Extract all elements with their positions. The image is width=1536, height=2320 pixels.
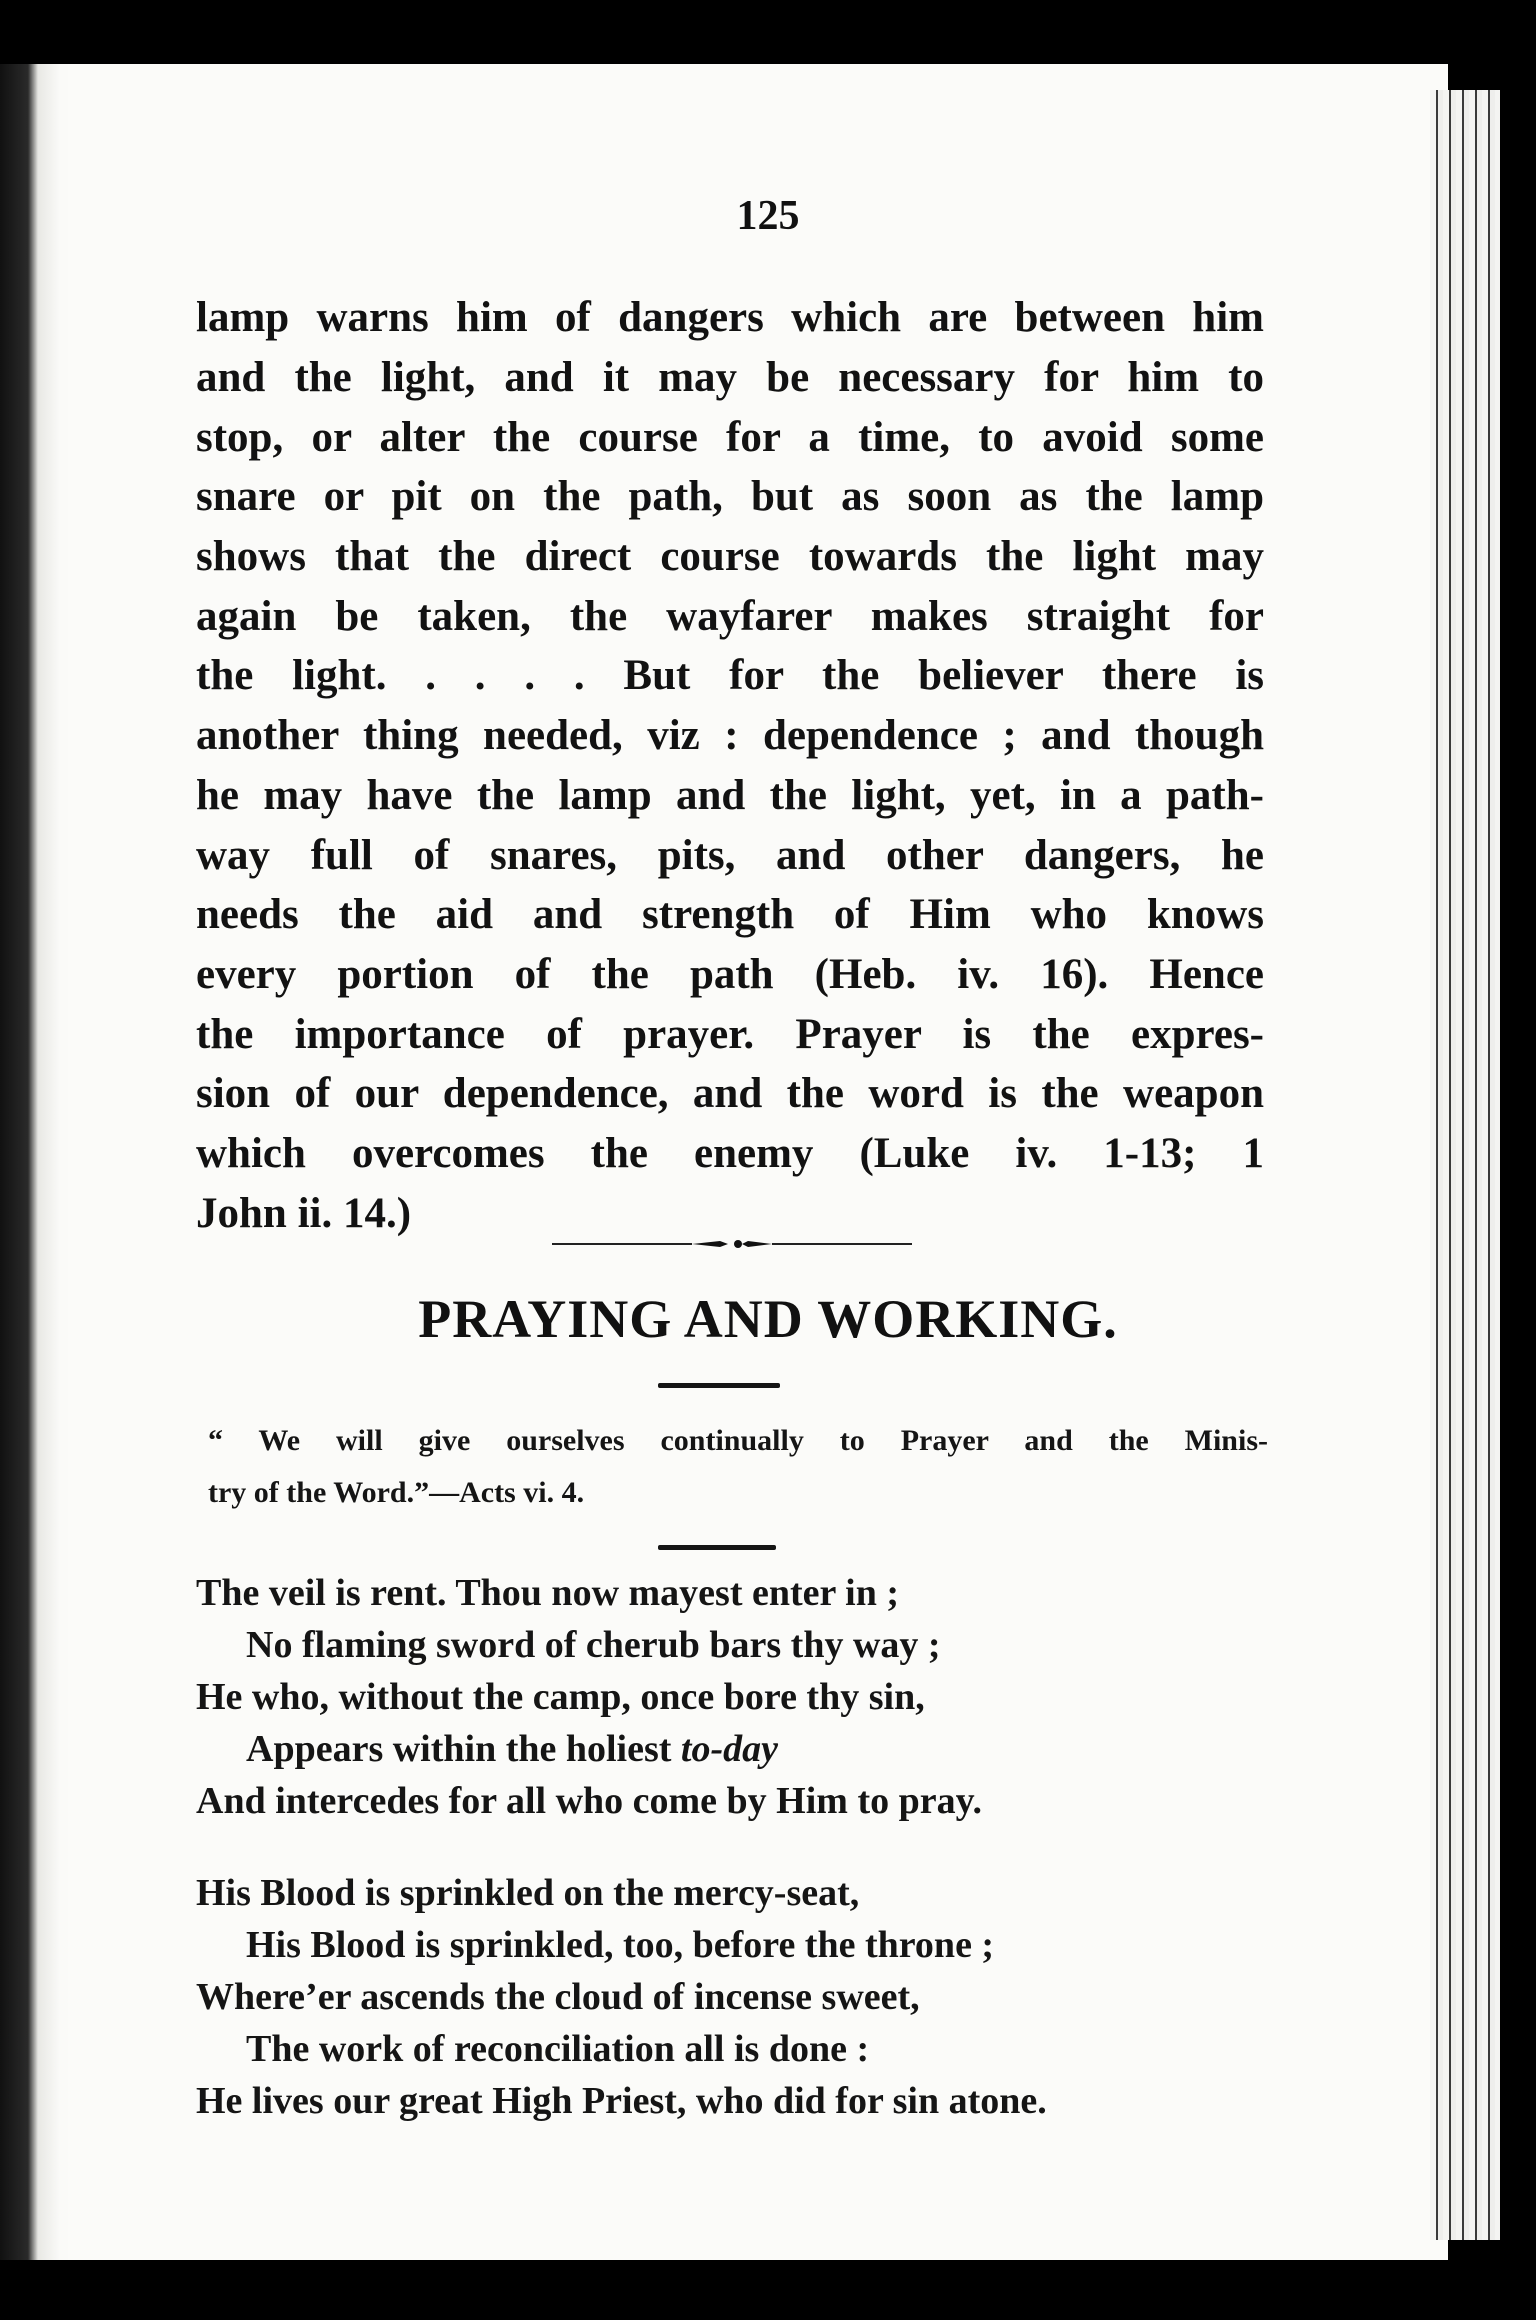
body-line: which overcomes the enemy (Luke iv. 1-13; 1 bbox=[196, 1130, 1264, 1177]
epigraph-rule bbox=[658, 1545, 776, 1550]
section-title: PRAYING AND WORKING. bbox=[418, 1289, 1118, 1349]
page-stack-edges bbox=[1430, 90, 1500, 2240]
body-line: way full of snares, pits, and other dangers, he bbox=[196, 832, 1264, 879]
poem-line: His Blood is sprinkled, too, before the throne ; bbox=[246, 1924, 995, 1966]
body-line: stop, or alter the course for a time, to avoid some bbox=[196, 414, 1264, 461]
body-line: the importance of prayer. Prayer is the expres- bbox=[196, 1011, 1264, 1058]
body-line: another thing needed, viz : dependence ; and though bbox=[196, 712, 1264, 759]
poem-line: And intercedes for all who come by Him to pray. bbox=[196, 1780, 982, 1822]
body-line: sion of our dependence, and the word is the weapon bbox=[196, 1070, 1264, 1117]
body-line: every portion of the path (Heb. iv. 16). Hence bbox=[196, 951, 1264, 998]
poem-line: Where’er ascends the cloud of incense sweet, bbox=[196, 1976, 920, 2018]
body-line: and the light, and it may be necessary for him to bbox=[196, 354, 1264, 401]
epigraph-line: “ We will give ourselves continually to Prayer and the Minis- bbox=[208, 1424, 1268, 1457]
body-line: shows that the direct course towards the light may bbox=[196, 533, 1264, 580]
body-line: lamp warns him of dangers which are between him bbox=[196, 294, 1264, 341]
poem-italic-word: to-day bbox=[680, 1728, 778, 1770]
body-line: needs the aid and strength of Him who knows bbox=[196, 891, 1264, 938]
title-rule bbox=[658, 1383, 780, 1388]
poem-line: He lives our great High Priest, who did for sin atone. bbox=[196, 2080, 1047, 2122]
body-line: John ii. 14.) bbox=[196, 1190, 412, 1237]
page-number: 125 bbox=[736, 193, 800, 239]
poem-line: The veil is rent. Thou now mayest enter in ; bbox=[196, 1572, 900, 1614]
epigraph-line: try of the Word.”—Acts vi. 4. bbox=[208, 1476, 585, 1509]
body-line: he may have the lamp and the light, yet, in a path- bbox=[196, 772, 1264, 819]
body-line: again be taken, the wayfarer makes straight for bbox=[196, 593, 1264, 640]
poem-line: He who, without the camp, once bore thy sin, bbox=[196, 1676, 925, 1718]
body-line: the light. . . . . But for the believer there is bbox=[196, 652, 1264, 699]
body-line: snare or pit on the path, but as soon as the lamp bbox=[196, 473, 1264, 520]
page-left-edge bbox=[0, 64, 70, 2260]
poem-line-text: Appears within the holiest bbox=[246, 1728, 672, 1770]
poem-line bbox=[246, 1730, 778, 1768]
poem-line: His Blood is sprinkled on the mercy-seat, bbox=[196, 1872, 860, 1914]
section-divider-ornament bbox=[552, 1238, 912, 1250]
poem-line: The work of reconciliation all is done : bbox=[246, 2028, 870, 2070]
poem-line: No flaming sword of cherub bars thy way ; bbox=[246, 1624, 941, 1666]
